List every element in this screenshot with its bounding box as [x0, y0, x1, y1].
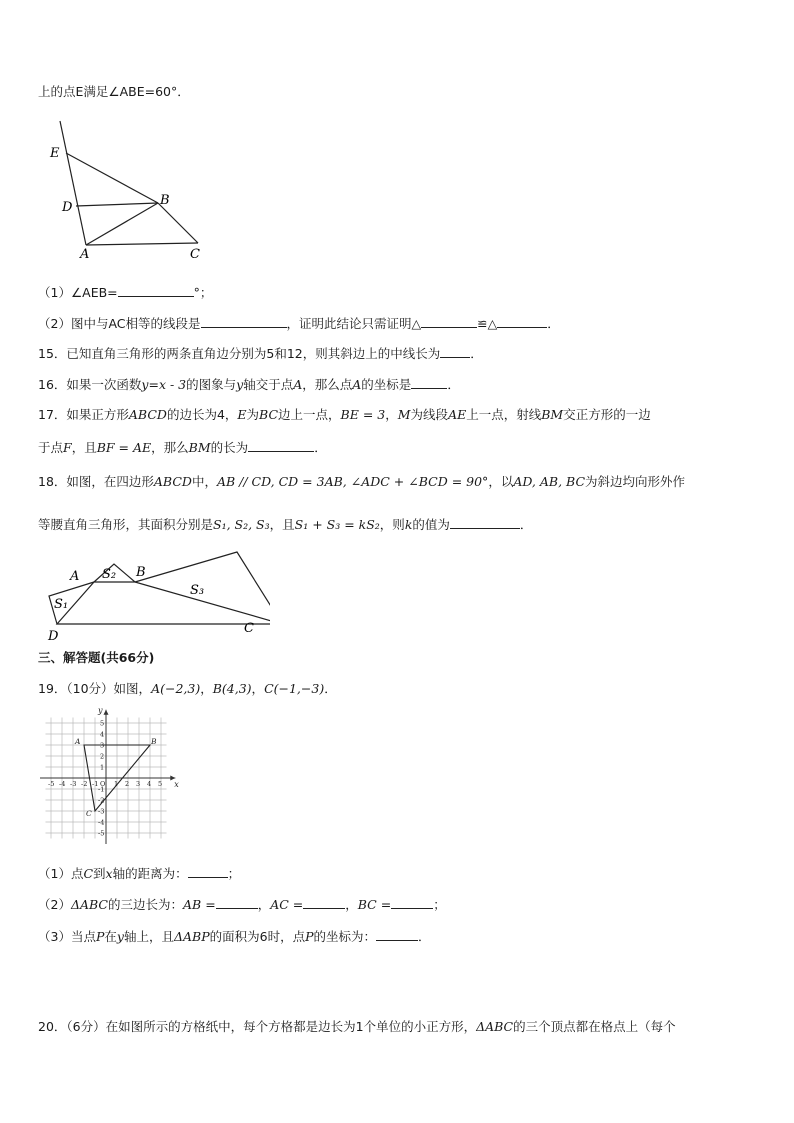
y-tick-label: -3: [98, 807, 105, 816]
segment-AC: [86, 243, 198, 245]
q14-part1: （1）∠AEB= °；: [38, 282, 212, 302]
figure-q19-grid: [38, 708, 184, 854]
x-tick-label: 4: [147, 780, 152, 788]
question-15: 15．已知直角三角形的两条直角边分别为5和12，则其斜边上的中线长为 ．: [38, 343, 483, 363]
answer-blank[interactable]: [411, 374, 447, 389]
x-tick-label: 1: [114, 780, 119, 788]
x-tick-label: 2: [125, 780, 130, 788]
quad-ABCD: [57, 582, 270, 624]
y-tick-label: 4: [100, 730, 105, 739]
label-C: C: [190, 247, 200, 262]
line-E-A-extended: [60, 121, 86, 245]
answer-blank[interactable]: [188, 863, 228, 878]
segment-AB: [86, 203, 158, 245]
y-tick-label: -2: [98, 796, 105, 805]
x-tick-label: -3: [70, 780, 77, 788]
label-D: D: [62, 200, 73, 215]
question-18-line2: 等腰直角三角形，其面积分别是S₁, S₂, S₃，且S₁ + S₃ = kS₂，则k的值为 ．: [38, 514, 532, 534]
question-18-line1: 18．如图，在四边形ABCD中，AB // CD, CD = 3AB, ∠ADC + ∠BCD = 90°，以AD, AB, BC为斜边均向形外作: [38, 474, 686, 489]
question-19-part3: （3）当点P在y轴上，且ΔABP的面积为6时，点P的坐标为： ．: [38, 926, 431, 946]
point-label-C: C: [86, 809, 92, 818]
y-tick-label: 3: [100, 741, 105, 750]
figure-q14: [40, 115, 220, 265]
x-tick-label: -5: [48, 780, 55, 788]
figure-q18: [40, 548, 270, 643]
y-tick-label: 1: [100, 763, 105, 772]
answer-blank[interactable]: [216, 894, 258, 909]
label-E: E: [50, 146, 60, 161]
y-tick-label: -1: [98, 785, 105, 794]
label-S2: S₂: [102, 567, 117, 582]
answer-blank[interactable]: [497, 313, 547, 328]
question-19-part1: （1）点C到x轴的距离为： ；: [38, 863, 240, 883]
x-tick-label: 3: [136, 780, 141, 788]
y-axis-label: y: [98, 708, 103, 715]
label-A: A: [70, 569, 80, 584]
question-17-line2: 于点F，且BF = AE，那么BM的长为 ．: [38, 437, 327, 457]
x-tick-label: 5: [158, 780, 163, 788]
x-axis-label: x: [174, 780, 179, 789]
answer-blank[interactable]: [201, 313, 287, 328]
answer-blank[interactable]: [248, 437, 314, 452]
y-tick-label: -5: [98, 829, 105, 838]
segment-DB: [76, 203, 158, 206]
label-B: B: [136, 565, 146, 580]
question-19-part2: （2）ΔABC的三边长为：AB = ，AC = ，BC = ；: [38, 894, 446, 914]
answer-blank[interactable]: [118, 282, 194, 297]
origin-label: O: [100, 780, 106, 788]
segment-BC: [158, 203, 198, 243]
y-axis-arrow: [104, 710, 109, 715]
question-17-line1: 17．如果正方形ABCD的边长为4，E为BC边上一点，BE = 3，M为线段AE上一点，射线BM交正方形的一边: [38, 407, 651, 422]
answer-blank[interactable]: [450, 514, 520, 529]
answer-blank[interactable]: [376, 926, 418, 941]
x-tick-label: -4: [59, 780, 66, 788]
label-B: B: [160, 193, 170, 208]
question-19-stem: 19．（10分）如图，A(−2,3)，B(4,3)，C(−1,−3)．: [38, 681, 337, 696]
x-tick-label: -1: [92, 780, 99, 788]
answer-blank[interactable]: [303, 894, 345, 909]
x-tick-label: -2: [81, 780, 88, 788]
answer-blank[interactable]: [391, 894, 433, 909]
question-16: 16．如果一次函数y=x - 3的图象与y轴交于点A，那么点A的坐标是 ．: [38, 374, 460, 394]
label-D: D: [48, 629, 59, 643]
intro-text: 上的点E满足∠ABE=60°．: [38, 84, 190, 99]
label-S3: S₃: [190, 583, 205, 598]
label-S1: S₁: [54, 597, 69, 612]
point-label-A: A: [75, 737, 81, 746]
y-tick-label: 5: [100, 719, 105, 728]
point-label-B: B: [151, 737, 157, 746]
q14-part2: （2）图中与AC相等的线段是 ，证明此结论只需证明△ ≌△ ．: [38, 313, 560, 333]
y-tick-label: -4: [98, 818, 105, 827]
segment-EB: [66, 153, 158, 203]
y-tick-label: 2: [100, 752, 105, 761]
label-C: C: [244, 621, 254, 636]
answer-blank[interactable]: [421, 313, 477, 328]
label-A: A: [80, 247, 90, 262]
question-20: 20．（6分）在如图所示的方格纸中，每个方格都是边长为1个单位的小正方形，ΔABC的三个顶点都在格点上（每个: [38, 1019, 676, 1034]
answer-blank[interactable]: [440, 343, 470, 358]
section-3-heading: 三、解答题(共66分): [38, 650, 155, 665]
